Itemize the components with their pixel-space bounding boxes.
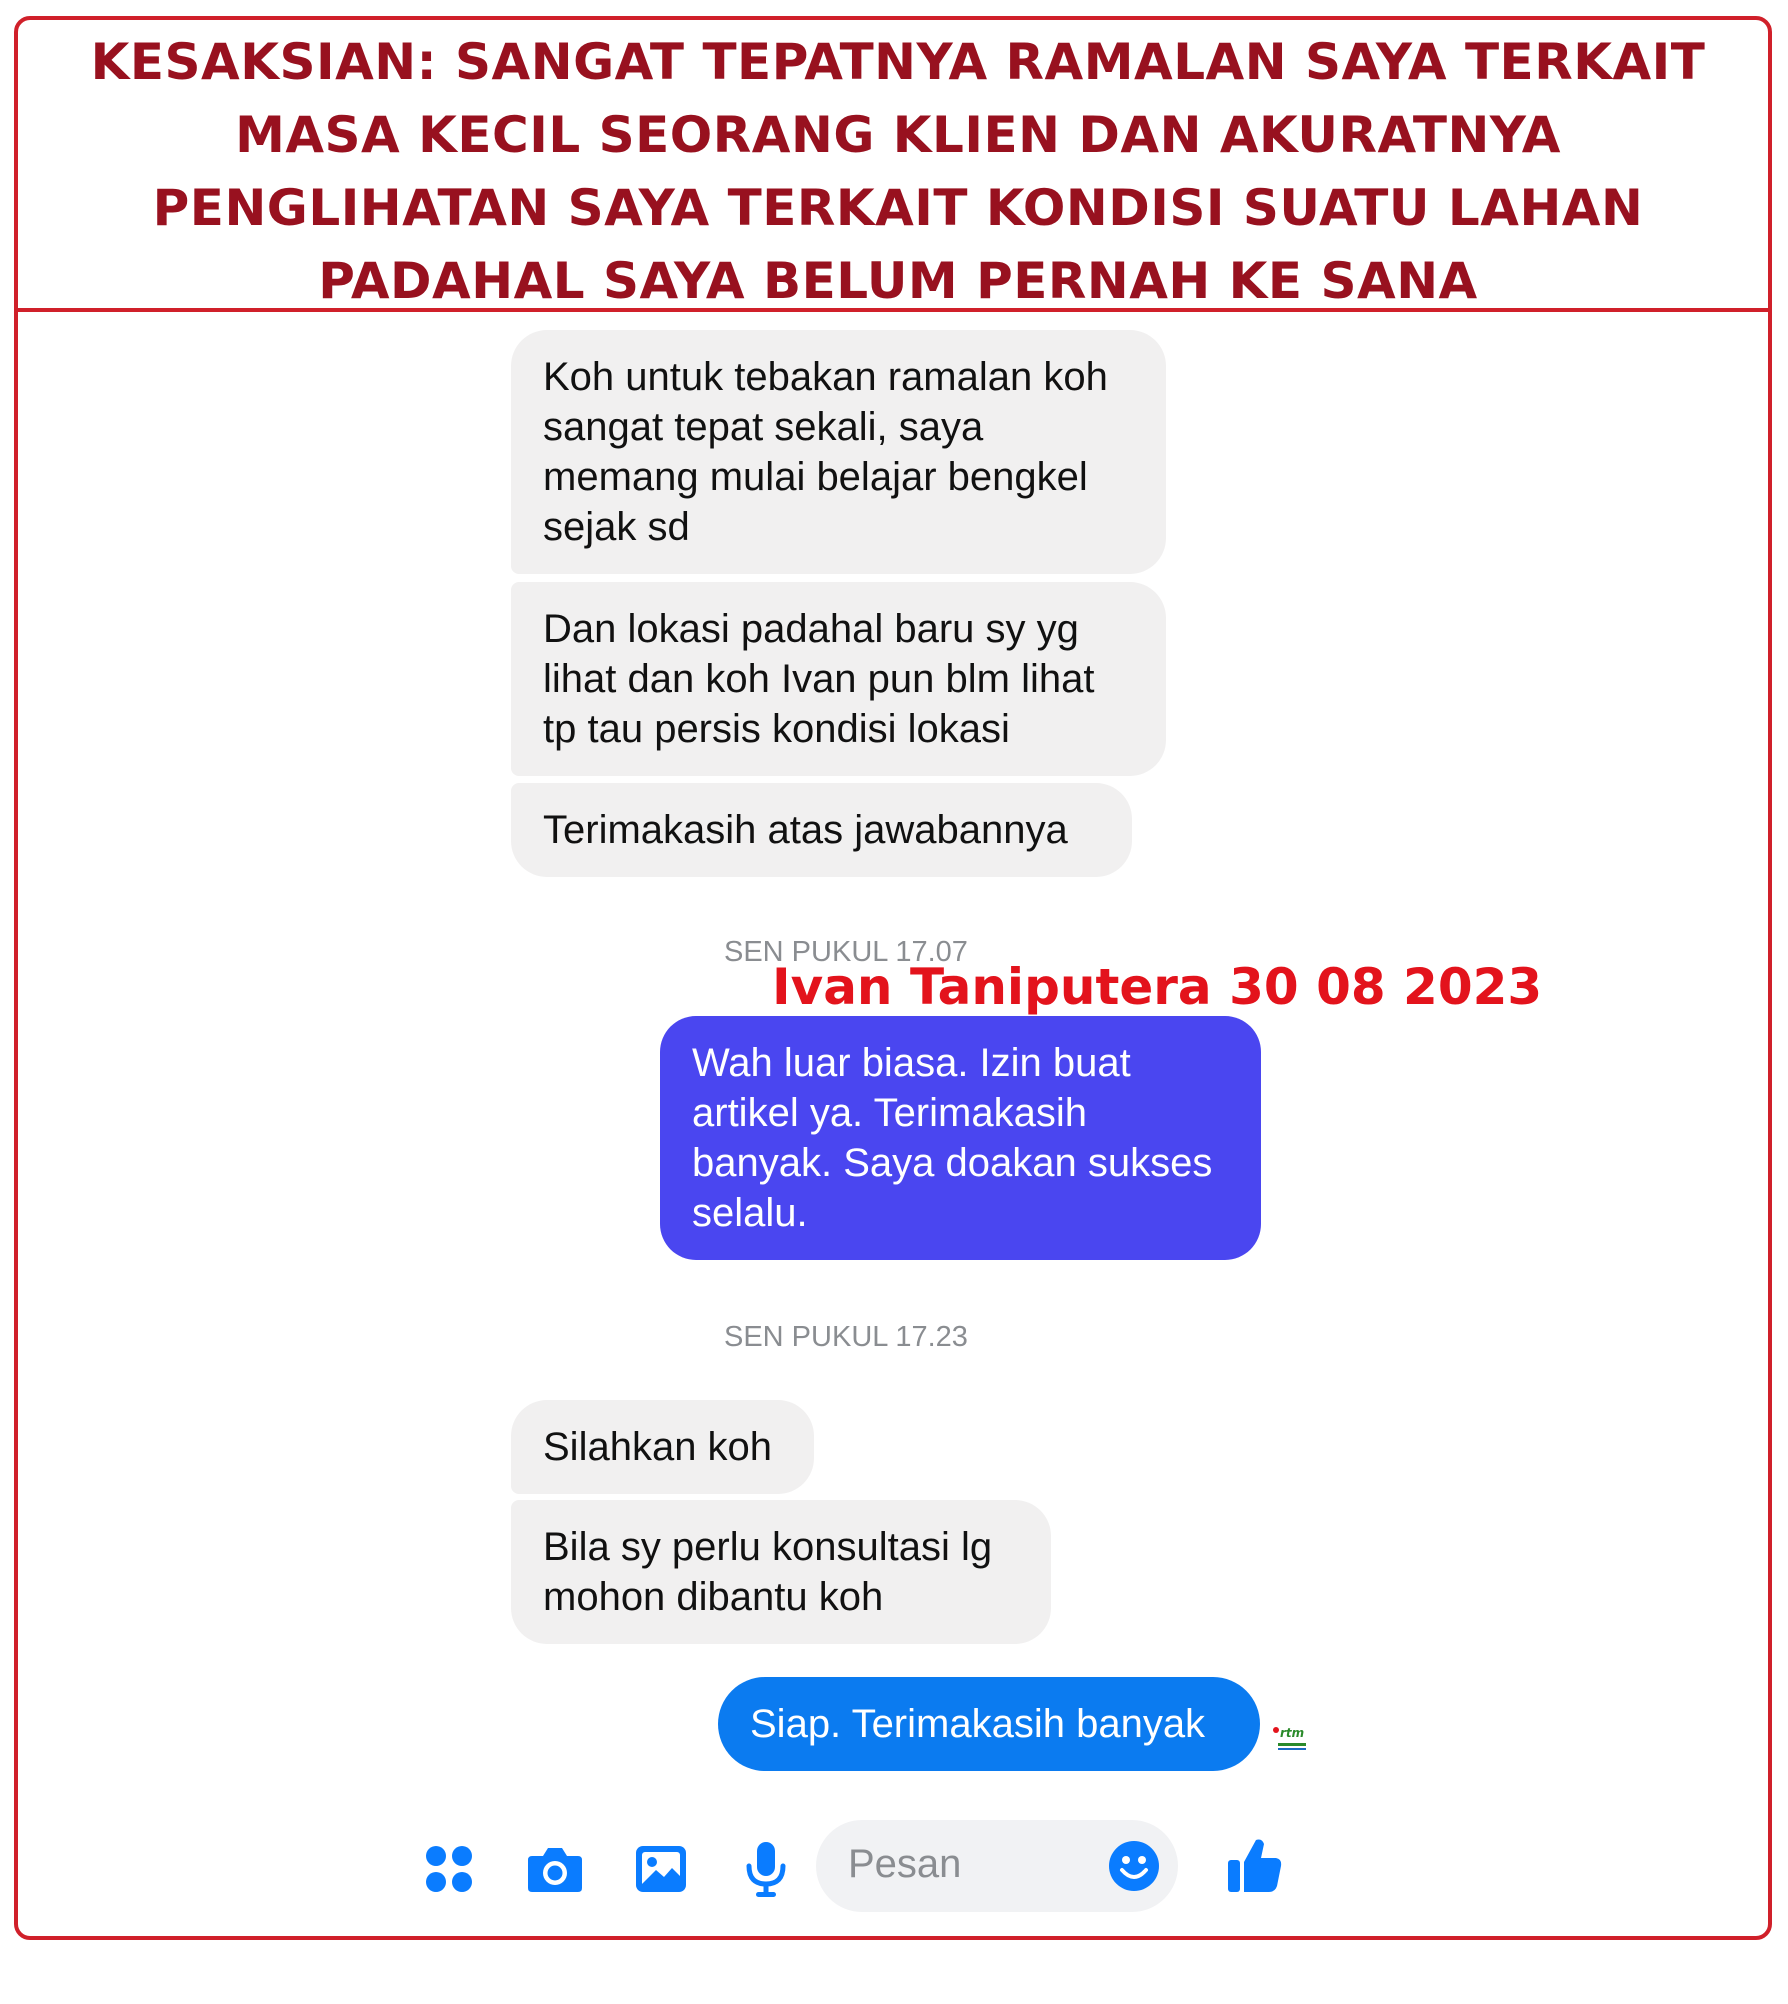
- svg-text:rtm: rtm: [1280, 1726, 1305, 1740]
- thumbs-up-icon[interactable]: [1226, 1836, 1284, 1899]
- message-incoming-2: Dan lokasi padahal baru sy yg lihat dan koh Ivan pun blm lihat tp tau persis kondisi lokasi: [511, 582, 1166, 776]
- message-incoming-4: Silahkan koh: [511, 1400, 814, 1494]
- camera-icon[interactable]: [526, 1846, 584, 1899]
- timestamp: SEN PUKUL 17.23: [724, 1321, 968, 1353]
- watermark-text: Ivan Taniputera 30 08 2023: [772, 958, 1543, 1016]
- page-title: KESAKSIAN: SANGAT TEPATNYA RAMALAN SAYA TERKAIT MASA KECIL SEORANG KLIEN DAN AKURATNYA PENGLIHATAN SAYA TERKAIT KONDISI SUATU LAHAN PADAHAL SAYA BELUM PERNAH KE SANA: [90, 33, 1706, 310]
- message-incoming-5: Bila sy perlu konsultasi lg mohon dibantu koh: [511, 1500, 1051, 1644]
- message-outgoing-2: Siap. Terimakasih banyak: [718, 1677, 1260, 1771]
- header: [14, 16, 1772, 312]
- microphone-icon[interactable]: [744, 1840, 788, 1903]
- message-outgoing-1: Wah luar biasa. Izin buat artikel ya. Terimakasih banyak. Saya doakan sukses selalu.: [660, 1016, 1261, 1260]
- message-input-placeholder: Pesan: [848, 1842, 962, 1886]
- seen-indicator-logo: [1272, 1724, 1312, 1754]
- message-incoming-1: Koh untuk tebakan ramalan koh sangat tepat sekali, saya memang mulai belajar bengkel sejak sd: [511, 330, 1166, 574]
- message-input[interactable]: [816, 1820, 1178, 1912]
- emoji-icon[interactable]: [1108, 1840, 1160, 1897]
- timestamp: SEN PUKUL 17.07: [724, 936, 968, 968]
- image-icon[interactable]: [634, 1844, 688, 1899]
- message-incoming-3: Terimakasih atas jawabannya: [511, 783, 1132, 877]
- apps-icon[interactable]: [424, 1844, 474, 1899]
